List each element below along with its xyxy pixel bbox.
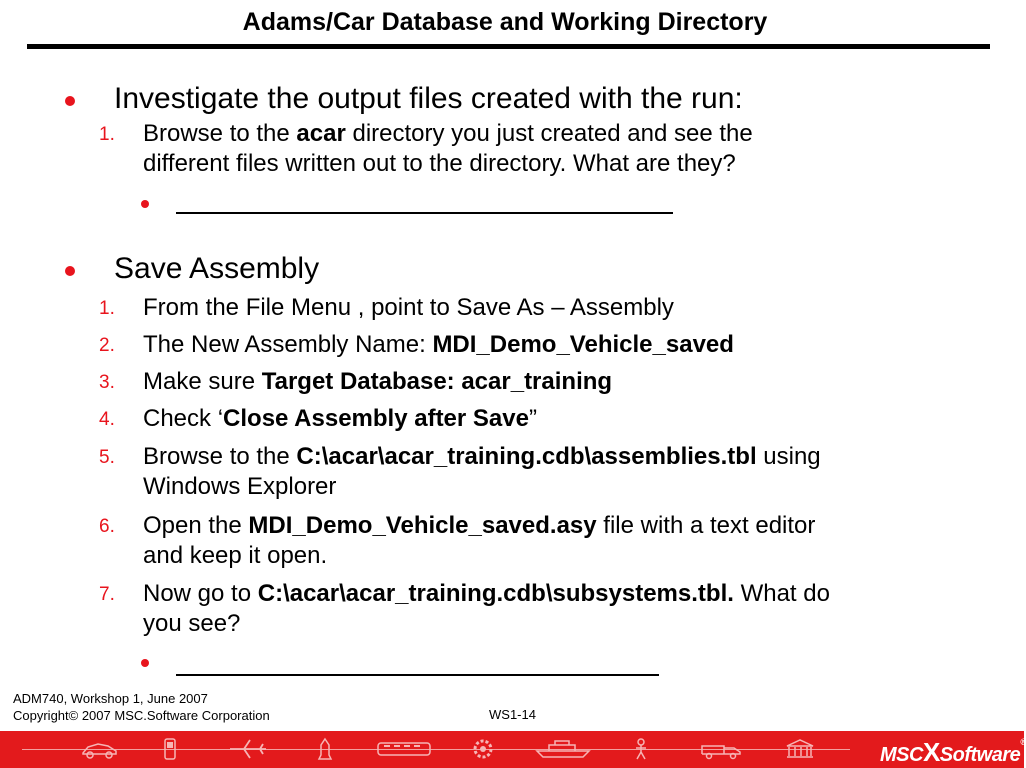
msc-software-logo xyxy=(880,737,1026,768)
logo-mark: X xyxy=(922,737,940,767)
sub-bullet-icon xyxy=(141,200,149,208)
step-text: directory you just created and see the xyxy=(345,120,753,147)
step-number: 1. xyxy=(99,124,115,145)
section2-step-3 xyxy=(143,367,973,397)
gear-icon xyxy=(471,738,495,760)
step-text-bold: C:\acar\acar_training.cdb\subsystems.tbl. xyxy=(257,580,734,607)
step-number: 3. xyxy=(99,372,115,393)
step-number: 6. xyxy=(99,516,115,537)
step-number: 4. xyxy=(99,409,115,430)
step-text-bold: Target Database: acar_training xyxy=(261,368,613,395)
section2-step-5 xyxy=(143,442,973,502)
step-text: and keep it open. xyxy=(143,542,328,569)
step-number: 1. xyxy=(99,298,115,319)
footer-bar xyxy=(0,731,1024,768)
step-text: Browse to the xyxy=(143,120,297,147)
section2-heading: Save Assembly xyxy=(114,252,320,285)
airplane-icon xyxy=(228,738,268,760)
train-icon xyxy=(376,738,432,760)
section2-step-2 xyxy=(143,330,973,360)
rocket-icon xyxy=(318,738,332,760)
step-text-bold: C:\acar\acar_training.cdb\assemblies.tbl xyxy=(296,443,757,470)
step-text: you see? xyxy=(143,610,241,637)
footer-info xyxy=(13,690,270,724)
page-title: Adams/Car Database and Working Directory xyxy=(242,8,768,36)
step-text: Make sure xyxy=(143,368,262,395)
step-text: ” xyxy=(528,405,537,432)
step-text: different files written out to the directory. What are they? xyxy=(143,150,736,177)
step-text: file with a text editor xyxy=(596,512,816,539)
title-rule xyxy=(27,44,990,49)
section1-heading: Investigate the output files created with the run: xyxy=(114,82,743,115)
step-text: Now go to xyxy=(143,580,258,607)
page-number: WS1-14 xyxy=(489,707,536,722)
building-icon xyxy=(785,738,815,760)
step-text: The New Assembly Name: xyxy=(143,331,433,358)
step-text: using xyxy=(756,443,821,470)
step-number: 7. xyxy=(99,584,115,605)
bullet-icon xyxy=(65,266,75,276)
section2-step-1: From the File Menu , point to Save As – Assembly xyxy=(143,294,674,321)
section2-step-7 xyxy=(143,579,973,639)
logo-text: MSC xyxy=(880,744,923,766)
person-icon xyxy=(633,738,649,760)
truck-icon xyxy=(700,738,744,760)
footer-copyright: Copyright© 2007 MSC.Software Corporation xyxy=(13,708,270,723)
step-number: 2. xyxy=(99,335,115,356)
section2-step-4 xyxy=(143,404,973,434)
step-text-bold: MDI_Demo_Vehicle_saved.asy xyxy=(248,512,597,539)
answer-blank-1 xyxy=(176,212,673,214)
step-text: Browse to the xyxy=(143,443,297,470)
section2-step-6 xyxy=(143,511,973,571)
step-text: What do xyxy=(733,580,830,607)
car-icon xyxy=(80,738,120,760)
logo-text: Software xyxy=(939,744,1021,766)
step-text: Check ‘ xyxy=(143,405,224,432)
step-text: Windows Explorer xyxy=(143,473,337,500)
answer-blank-2 xyxy=(176,674,659,676)
step-text: Open the xyxy=(143,512,249,539)
ship-icon xyxy=(535,738,591,760)
bullet-icon xyxy=(65,96,75,106)
step-text-bold: acar xyxy=(296,120,346,147)
sub-bullet-icon xyxy=(141,659,149,667)
step-number: 5. xyxy=(99,447,115,468)
phone-icon xyxy=(163,738,177,760)
step-text-bold: Close Assembly after Save xyxy=(223,405,529,432)
section1-step-1 xyxy=(143,119,973,179)
footer-course: ADM740, Workshop 1, June 2007 xyxy=(13,691,208,706)
step-text-bold: MDI_Demo_Vehicle_saved xyxy=(432,331,734,358)
logo-trademark: ® xyxy=(1020,737,1026,747)
